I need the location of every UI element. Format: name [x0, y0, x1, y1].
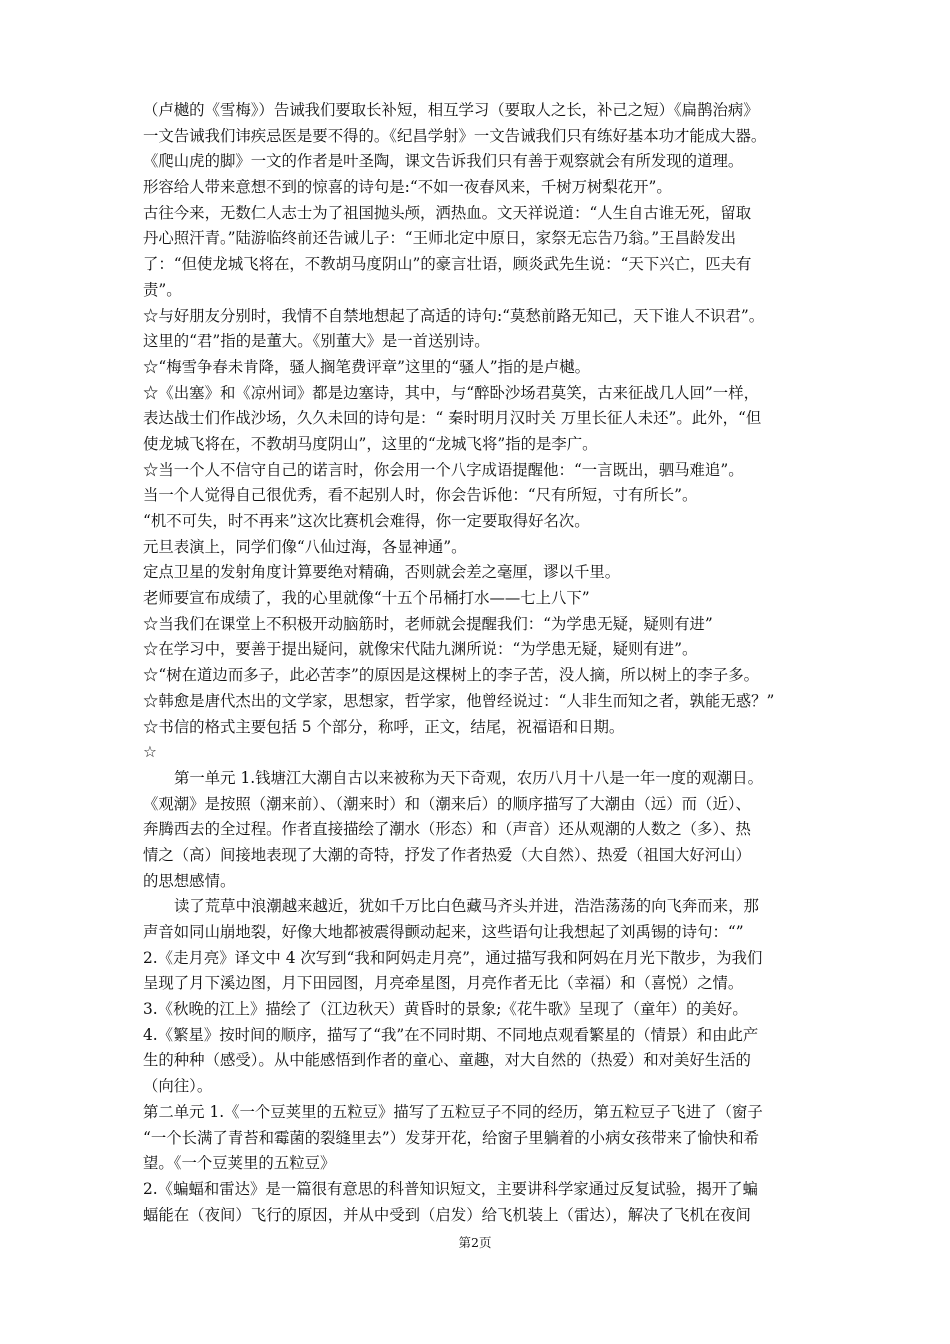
text-line: 了：“但使龙城飞将在，不教胡马度阴山”的豪言壮语，顾炎武先生说：“天下兴亡，匹夫有: [143, 255, 752, 274]
text-line: 蝠能在（夜间）飞行的原因，并从中受到（启发）给飞机装上（雷达），解决了飞机在夜间: [143, 1205, 751, 1224]
text-line: ☆: [143, 743, 157, 762]
text-line: 当一个人觉得自己很优秀，看不起别人时，你会告诉他：“尺有所短，寸有所长”。: [143, 486, 698, 505]
text-line: 一文告诫我们讳疾忌医是要不得的。《纪昌学射》一文告诫我们只有练好基本功才能成大器。: [143, 126, 767, 145]
document-body: [143, 98, 815, 1254]
text-line: ☆在学习中，要善于提出疑问，就像宋代陆九渊所说：“为学患无疑，疑则有进”。: [143, 640, 698, 659]
text-line: 第二单元 1.《一个豆荚里的五粒豆》描写了五粒豆子不同的经历，第五粒豆子飞进了（窗子: [143, 1102, 763, 1121]
text-line: 2.《走月亮》译文中 4 次写到“我和阿妈走月亮”，通过描写我和阿妈在月光下散步，为我们: [143, 948, 763, 967]
text-line: 的思想感情。: [143, 871, 236, 890]
text-line: ☆《出塞》和《凉州词》都是边塞诗，其中，与“醉卧沙场君莫笑，古来征战几人回”一样，: [143, 383, 759, 402]
text-line: “机不可失，时不再来”这次比赛机会难得，你一定要取得好名次。: [143, 512, 590, 530]
text-line: 《观潮》是按照（潮来前）、（潮来时）和（潮来后）的顺序描写了大潮由（远）而（近）、: [143, 794, 751, 813]
text-line: 望。《一个豆荚里的五粒豆》: [143, 1154, 336, 1173]
text-line: 2.《蝙蝠和雷达》是一篇很有意思的科普知识短文，主要讲科学家通过反复试验，揭开了蝙: [143, 1179, 758, 1198]
text-line: （向往）。: [143, 1077, 213, 1096]
text-line: 生的种种（感受）。从中能感悟到作者的童心、童趣，对大自然的（热爱）和对美好生活的: [143, 1051, 751, 1070]
text-line: 老师要宣布成绩了，我的心里就像“十五个吊桶打水——七上八下”: [143, 589, 590, 608]
text-line: ☆与好朋友分别时，我情不自禁地想起了高适的诗句:“莫愁前路无知己，天下谁人不识君”。: [143, 306, 765, 325]
text-line: 这里的“君”指的是董大。《别董大》是一首送别诗。: [143, 332, 490, 351]
text-line: 古往今来，无数仁人志士为了祖国抛头颅，洒热血。文天祥说道：“人生自古谁无死，留取: [143, 203, 752, 222]
text-line: ☆当我们在课堂上不积极开动脑筋时，老师就会提醒我们：“为学患无疑，疑则有进”: [143, 614, 713, 633]
text-line: ☆书信的格式主要包括 5 个部分，称呼，正文，结尾，祝福语和日期。: [143, 717, 625, 736]
text-line: 元旦表演上，同学们像“八仙过海，各显神通”。: [143, 537, 467, 556]
text-line: 呈现了月下溪边图，月下田园图，月亮牵星图，月亮作者无比（幸福）和（喜悦）之情。: [143, 974, 744, 993]
text-line: ☆当一个人不信守自己的诺言时，你会用一个八字成语提醒他：“一言既出，驷马难追”。: [143, 460, 744, 479]
text-line: 责”。: [143, 280, 182, 299]
text-line: 情之（高）间接地表现了大潮的奇特，抒发了作者热爱（大自然）、热爱（祖国大好河山）: [143, 845, 751, 864]
text-line: ☆“树在道边而多子，此必苦李”的原因是这棵树上的李子苦，没人摘，所以树上的李子多。: [143, 666, 759, 685]
text-line: 形容给人带来意想不到的惊喜的诗句是:“不如一夜春风来，千树万树梨花开”。: [143, 178, 672, 197]
text-line: “一个长满了青苔和霉菌的裂缝里去”）发芽开花，给窗子里躺着的小病女孩带来了愉快和希: [143, 1128, 759, 1147]
text-line: ☆“梅雪争春未肯降，骚人搁笔费评章”这里的“骚人”指的是卢樾。: [143, 357, 591, 376]
text-line: 第一单元 1.钱塘江大潮自古以来被称为天下奇观，农历八月十八是一年一度的观潮日。: [174, 768, 764, 787]
text-line: 表达战士们作战沙场，久久未回的诗句是：“ 秦时明月汉时关 万里长征人未还”。此外，“但: [143, 409, 762, 428]
page-number: 第2页: [458, 1235, 492, 1250]
text-line: 丹心照汗青。”陆游临终前还告诫儿子：“王师北定中原日，家祭无忘告乃翁。”王昌龄发出: [143, 229, 737, 248]
text-line: 定点卫星的发射角度计算要绝对精确，否则就会差之毫厘，谬以千里。: [143, 563, 621, 582]
text-line: （卢樾的《雪梅》）告诫我们要取长补短，相互学习（要取人之长，补己之短）《扁鹊治病》: [143, 101, 759, 119]
text-line: 使龙城飞将在，不教胡马度阴山”，这里的“龙城飞将”指的是李广。: [143, 434, 598, 453]
text-line: 声音如同山崩地裂，好像大地都被震得颤动起来，这些语句让我想起了刘禹锡的诗句：“”: [143, 923, 744, 941]
text-line: ☆韩愈是唐代杰出的文学家，思想家，哲学家，他曾经说过：“人非生而知之者，孰能无惑？”: [143, 691, 775, 710]
text-line: 3.《秋晚的江上》描绘了（江边秋天）黄昏时的景象;《花牛歌》呈现了（童年）的美好。: [143, 1000, 748, 1019]
text-line: 奔腾西去的全过程。作者直接描绘了潮水（形态）和（声音）还从观潮的人数之（多）、热: [143, 820, 751, 839]
text-line: 《爬山虎的脚》一文的作者是叶圣陶，课文告诉我们只有善于观察就会有所发现的道理。: [143, 152, 744, 171]
text-line: 读了荒草中浪潮越来越近，犹如千万比白色藏马齐头并进，浩浩荡荡的向飞奔而来，那: [174, 897, 759, 916]
text-line: 4.《繁星》按时间的顺序，描写了“我”在不同时期、不同地点观看繁星的（情景）和由此产: [143, 1025, 759, 1044]
